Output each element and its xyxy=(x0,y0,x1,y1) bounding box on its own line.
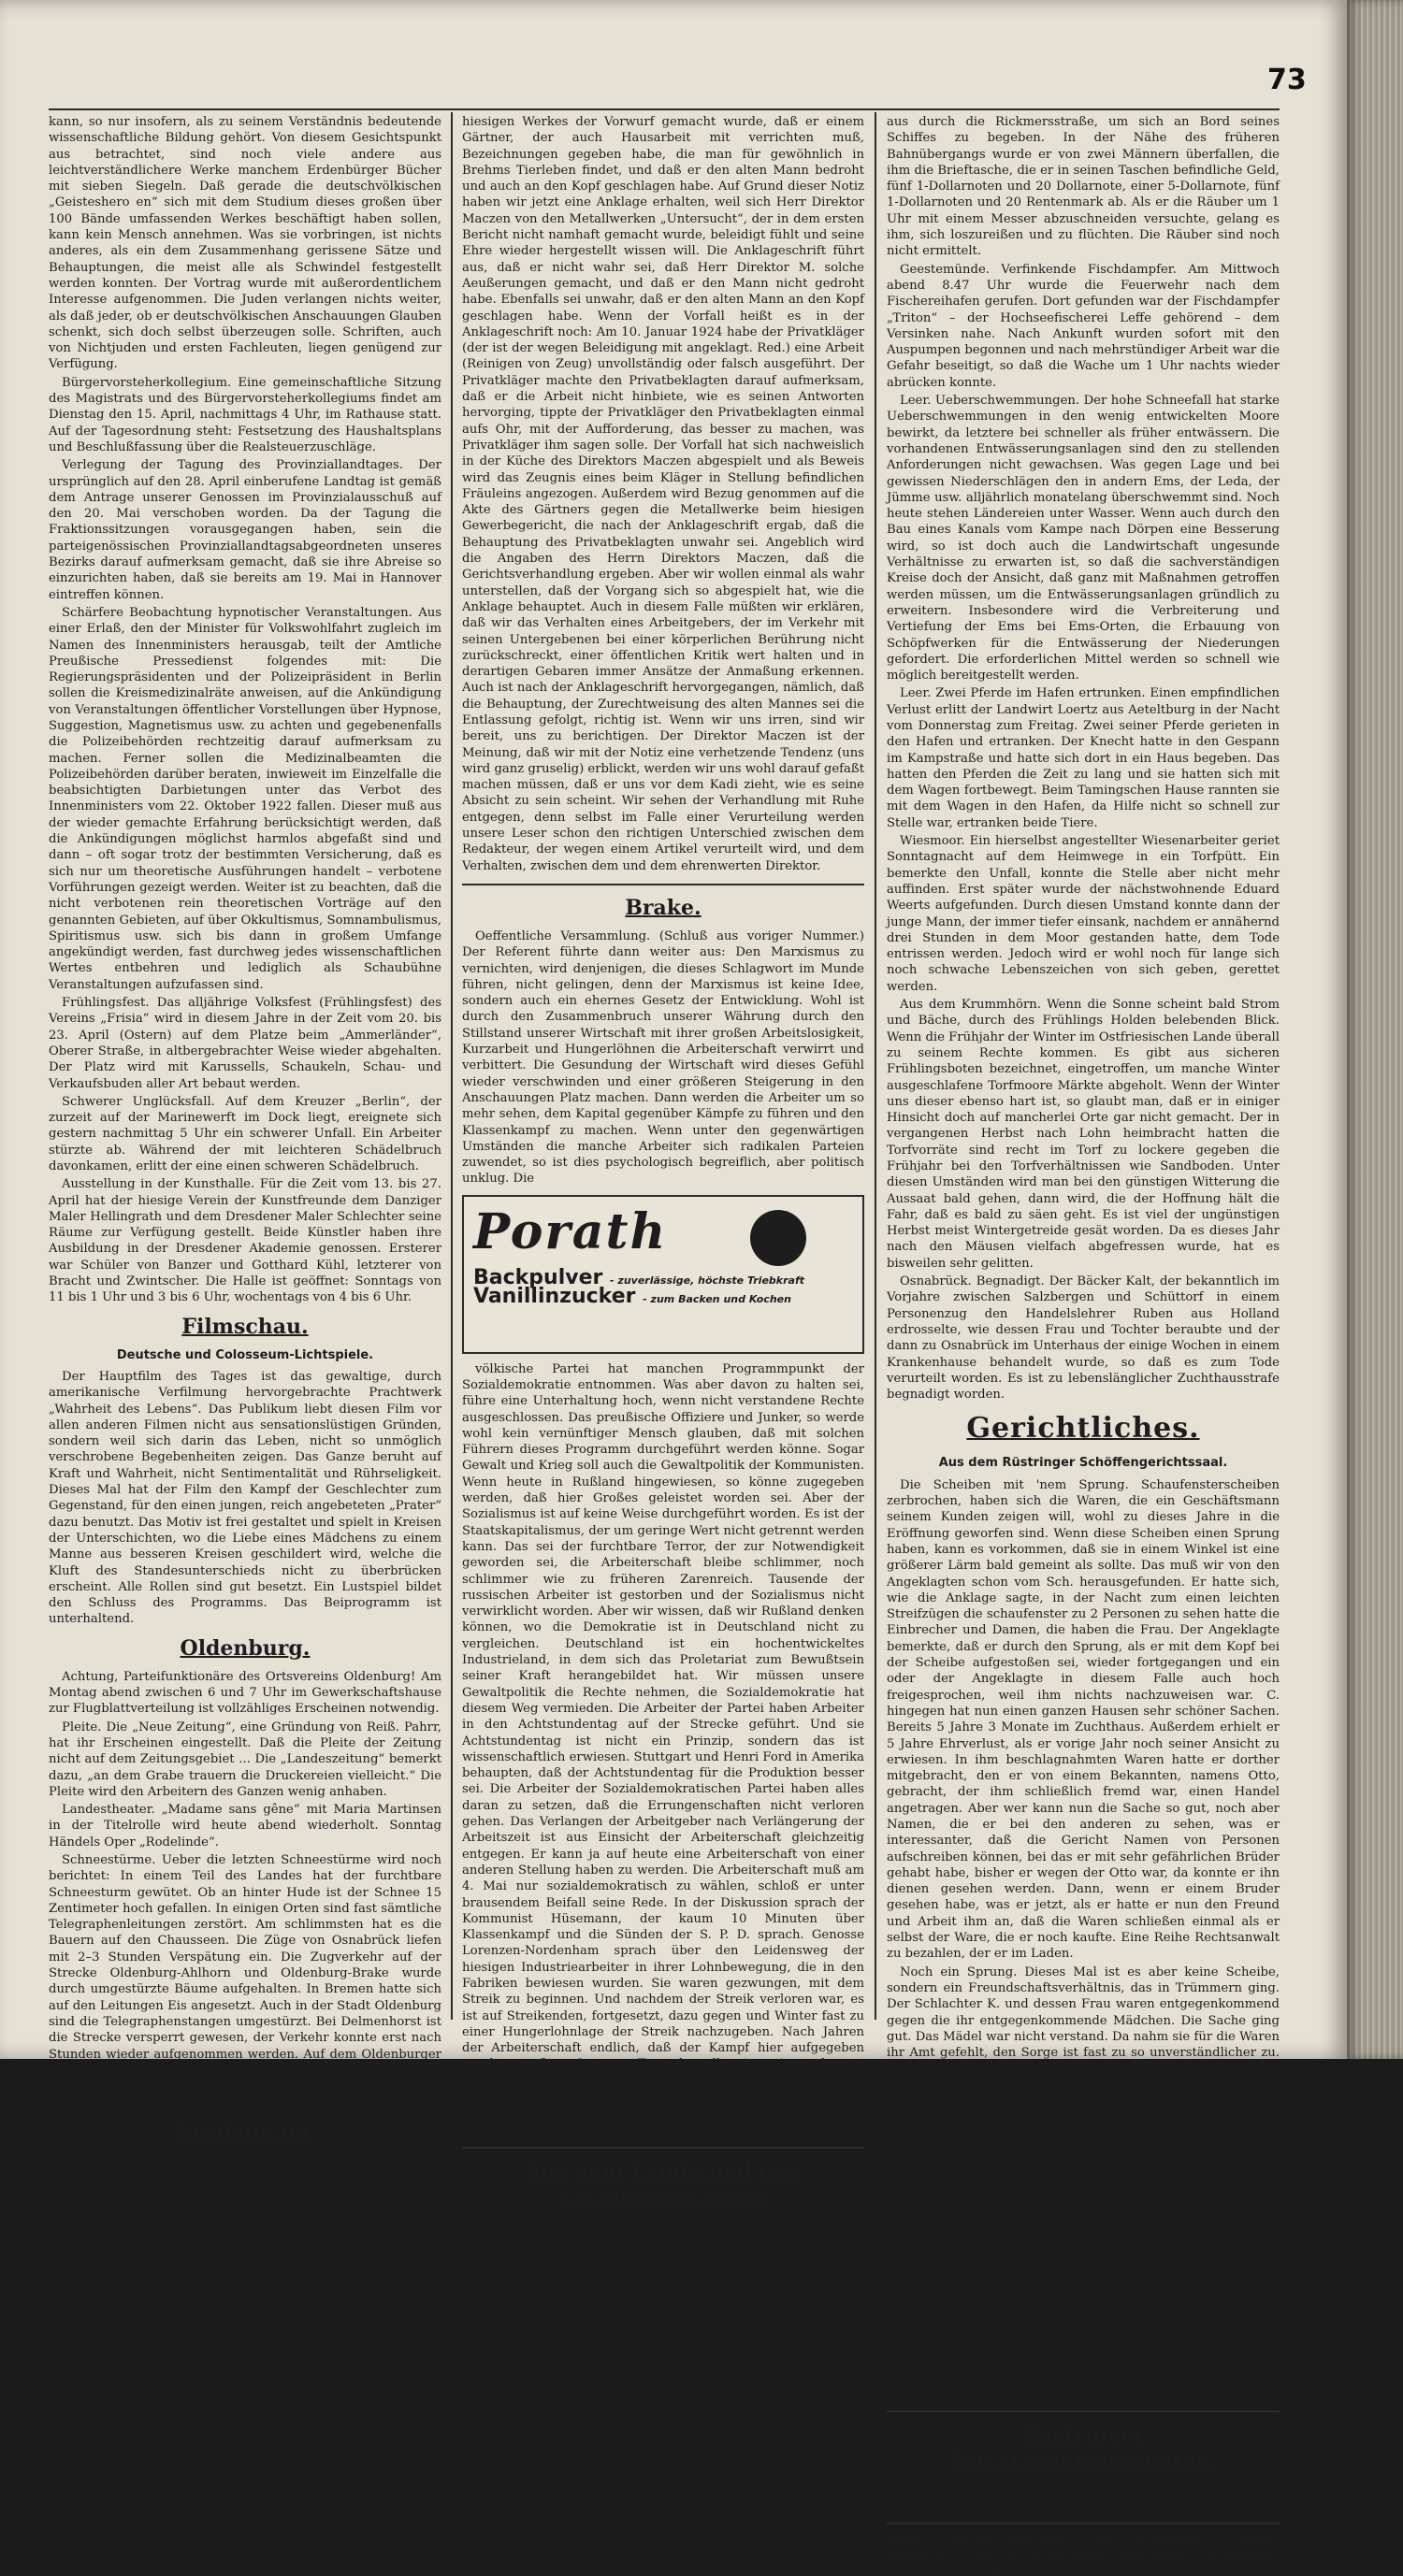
section-heading-gerichtliches: Gerichtliches. xyxy=(966,1412,1200,1446)
article-paragraph: Leer. Zwei Pferde im Hafen ertrunken. Einen empfindlichen Verlust erlitt der Landwirt Loertz aus Aeteltburg in der Nacht vom Donnerstag zum Freitag. Zwei seiner Pferde gerieten in den Hafen und ertranken. Der Knecht hatte in den Gespann im Kampstraße und hatte sich dort in ein Haus begeben. Das hatten den Pferden die Zeit zu lang und sie hatten sich mit dem Wagen fortbewegt. Beim Tamingschen Hause rannten sie mit dem Wagen in den Hafen, da Hilfe nicht so schnell zur Stelle war, ertranken beide Tiere. xyxy=(887,686,1280,830)
section-subheading: Aus dem Rüstringer Schöffengerichtssaal. xyxy=(938,1456,1228,1471)
article-paragraph: völkische Partei hat manchen Programmpunkt der Sozialdemokratie entnommen. Was aber davon zu halten sei, führe eine Unterhaltung hoch, wenn nicht verstandene Rechte ausgeschlossen. Das preußische Offiziere und Junker, so werde wohl kein vernünftiger Mensch glauben, daß mit solchen Führern dieses Programm durchgeführt werden könne. Sogar Gewalt und Krieg soll auch die Gewaltpolitik der Kommunisten. Wenn heute in Rußland hingewiesen, so könne zugegeben werden, daß hier Großes geleistet worden sei. Aber der Sozialismus ist auf keine Weise durchgeführt worden. Es ist der Staatskapitalismus, der um geringe Wert nicht getrennt werden kann. Das sei der furchtbare Terror, der zur Notwendigkeit geworden sei, die Arbeiterschaft bleibe schlimmer, noch schlimmer wie zu früheren Zarenreich. Tausende der russischen Arbeiter ist gestorben und der Sozialismus nicht verwirklicht worden. Aber wir wissen, daß wir Rußland denken können, wo die Demokratie ist in Deutschland nicht zu vergleichen. Deutschland ist ein hochentwickeltes Industrieland, in dem sich das Proletariat zum Bewußtsein seiner Kraft herangebildet hat. Wir müssen unsere Gewaltpolitik die Rechte nehmen, die Sozialdemokratie hat diesem Weg vermieden. Die Arbeiter der Partei haben Arbeiter in den Achtstundentag auf der Strecke geführt. Und sie Achtstundentag ist nicht ein Prinzip, sondern das ist wissenschaftlich erwiesen. Stuttgart und Henri Ford in Amerika behaupten, daß der Achtstundentag für die Produktion besser sei. Die Arbeiter der Sozialdemokratischen Partei haben alles daran zu setzen, daß die Errungenschaften nicht verloren gehen. Das Verlangen der Arbeitgeber nach Verlängerung der Arbeitszeit ist aus Einsicht der Arbeiterschaft gleichzeitig entgegen. Er kann ja auf heute eine Arbeiterschaft von einer anderen Stellung haben zu werden. Die Arbeiterschaft muß am 4. Mai nur sozialdemokratisch zu wählen, schloß er unter brausendem Beifall seine Rede. In der Diskussion sprach der Kommunist Hüsemann, der kaum 10 Minuten über Klassenkampf und die Sünden der S. P. D. sprach. Genosse Lorenzen-Nordenham sprach über den Leidensweg der hiesigen Industriearbeiter in ihrer Lohnbewegung, die in den Fabriken bewiesen wurden. Sie waren gezwungen, mit dem Streik zu beginnen. Und nachdem der Streik verloren war, es ist auf Streikenden, fortgesetzt, dazu gegen und Winter fast zu einer Hungerlohnlage der Streik nachzugeben. Nach Jahren der Arbeiterschaft endlich, daß der Kampf hier aufgegeben werden mußte. Genosse Tempel stellte in seinem kurzen Schlußwort die Notwendigkeit des Sozialismus fest. Gegen 11 Uhr wurde die Versammlung um 11 Uhr geschlossen. Jedenfalls kann behauptet werden, daß die Versammlung einen guten Erfolg für unsere Partei gebracht hat. xyxy=(462,1361,864,2137)
section-heading-filmschau: Filmschau. xyxy=(181,1314,309,1339)
section-heading-lande: Aus dem Lande und den Nachbarprovinzen. xyxy=(524,2158,803,2209)
article-paragraph: Leer. Ueberschwemmungen. Der hohe Schneefall hat starke Ueberschwemmungen in den wenig entwickelten Moore bewirkt, da letztere bei schneller als früher entwässern. Die vorhandenen Entwässerungsanlagen sind den zu stellenden Anforderungen nicht gewachsen. Was gegen Lage und bei gewissen Niederschlägen den in andern Ems, der Leda, der Jümme usw. alljährlich monatelang überschwemmt sind. Noch heute stehen Ländereien unter Wasser. Wenn auch durch den Bau eines Kanals vom Kampe nach Dörpen eine Besserung wird, so ist doch auch die Landwirtschaft ungesunde Verhältnisse zu erwarten ist, so daß die sachverständigen Kreise doch der Ansicht, daß ganz mit Maßnahmen getroffen werden müssen, um die Entwässerungsanlagen gründlich zu erweitern. Insbesondere wird die Verbreiterung und Vertiefung der Ems bei Ems-Orten, die Erbauung von Schöpfwerken für die Entwässerung der Niederungen gefordert. Die erforderlichen Mittel werden so schnell wie möglich bereitgestellt werden. xyxy=(887,394,1280,684)
article-paragraph: Schneestürme. Ueber die letzten Schneestürme wird noch berichtet: In einem Teil des Landes hat der furchtbare Schneesturm gewütet. Ob an hinter Hude ist der Schnee 15 Zentimeter hoch gefallen. In einigen Orten sind fast sämtliche Telegraphenleitungen zerstört. Am schlimmsten hat es die Bauern auf den Chausseen. Die Züge von Osnabrück liefen mit 2–3 Stunden Verspätung ein. Die Zugverkehr auf der Strecke Oldenburg-Ahlhorn und Oldenburg-Brake wurde durch umgestürzte Bäume aufgehalten. In Bremen hatte sich auf den Leitungen Eis angesetzt. Auch in der Stadt Oldenburg sind die Telegraphenstangen umgestürzt. Bei Delmenhorst ist die Strecke versperrt gewesen, der Verkehr konnte erst nach Stunden wieder aufgenommen werden. Auf dem Oldenburger Chausseen nach der Strecke Zwischenahn sind 26 abgebrochene Telegraphenpfähle gezählt worden. – Auch am Rhein war eine gewaltige Schneesturm gewesen. xyxy=(49,1852,441,2110)
ad-logo-icon xyxy=(750,1210,806,1266)
article-paragraph: Aus dem Krummhörn. Wenn die Sonne scheint bald Strom und Bäche, durch des Frühlings Holden belebenden Blick. Wenn die Frühjahr der Winter im Ostfriesischen Lande überall zu seinem Rechte kommen. Es gibt aus sicheren Frühlingsboten bezeichnet, eingetroffen, um manche Winter ausgeschlafene Torfmoore Märkte abgeholt. Wenn der Winter uns dieser ebenso hart ist, so glaubt man, daß er in einiger Hinsicht doch auf mancherlei Orte gar nicht gemacht. Der in vergangenen Herbst nach Lohn heimbracht hatten die Torfvorräte sind recht im Torf zu lockere gegeben die Frühjahr bei den Torfverhältnissen wie Sandboden. Unter diesen Umständen wird man bei den günstigen Witterung die Aussaat bald gehen, dann wird, die der Hoffnung hält die Fahr, daß es bald zu säen geht. Es ist viel der ungünstigen Herbst meist Wintergetreide gesät worden. Da es dieses Jahr nach den Mäusen vielfach abgefressen wurde, hat es bisweilen sehr gelitten. xyxy=(887,998,1280,1271)
article-paragraph: Frühlingsfest. Das alljährige Volksfest (Frühlingsfest) des Vereins „Frisia“ wird in diesem Jahre in der Zeit vom 20. bis 23. April (Ostern) auf dem Platze beim „Ammerländer“, Oberer Straße, in altbergebrachter Weise wieder abgehalten. Der Platz wird mit Karussells, Schaukeln, Schau- und Verkaufsbuden aller Art bebaut werden. xyxy=(49,996,441,1091)
advertisement-porath xyxy=(462,1195,864,1354)
article-paragraph: Osnabrück. Begnadigt. Der Bäcker Kalt, der bekanntlich im Vorjahre zwischen Salzbergen und Schüttorf in einem Personenzug den Handelslehrer Ruben aus Holland erdrosselte, wie dessen Frau und Tochter beraubte und der dann zu Osnabrück im Unterhaus der einige Wochen in einem Krankenhause behandelt wurde, so daß es zum Tode verurteilt worden. Es ist zu lebenslänglicher Zuchthausstrafe begnadigt worden. xyxy=(887,1274,1280,1403)
article-paragraph: Schärfere Beobachtung hypnotischer Veranstaltungen. Aus einer Erlaß, den der Minister für Volkswohlfahrt zugleich im Namen des Innenministers herausgab, teilt der Amtliche Preußische Pressedienst folgendes mit: Die Regierungspräsidenten und der Polizeipräsident in Berlin sollen die Kreismedizinalräte anweisen, auf die Ankündigung von Veranstaltungen öffentlicher Vorstellungen über Hypnose, Suggestion, Magnetismus usw. zu achten und gegebenenfalls die Polizeibehörden rechtzeitig darauf aufmerksam zu machen. Ferner sollen die Medizinalbeamten die Polizeibehörden darüber beraten, inwieweit im Einzelfalle die beabsichtigten Darbietungen unter das Verbot des Innenministers vom 22. Oktober 1922 fallen. Dieser muß aus der wieder gemachte Erfahrung berücksichtigt werden, daß die Ankündigungen möglichst harmlos abgefaßt sind und dann – oft sogar trotz der bestimmten Versicherung, daß es sich nur um theoretische Ausführungen handelt – verbotene Vorführungen gezeigt werden. Weiter ist zu beachten, daß die nicht verbotenen rein theoretischen Vorträge auf den genannten Gebieten, auf über Okkultismus, Somnambulismus, Spiritismus usw. sich bis dann in großem Umfange angekündigt werden, fast durchweg jedes wissenschaftlichen Wertes entbehren und lediglich als Schaubühne Veranstaltungen aufzufassen sind. xyxy=(49,605,441,992)
article-paragraph: Verlegung der Tagung des Provinziallandtages. Der ursprünglich auf den 28. April einberufene Landtag ist gemäß dem Antrage unserer Genossen im Provinzialausschuß auf den 20. Mai verschoben worden. Da der Tagung die Fraktionssitzungen vorausgegangen haben, sein die parteigenössischen Provinziallandtagsabgeordneten unseres Bezirks darauf aufmerksam gemacht, daß sie ihre Abreise so einzurichten haben, daß sie bereits am 19. Mai in Hannover eintreffen können. xyxy=(49,458,441,602)
section-divider xyxy=(462,2147,864,2149)
column-3 xyxy=(887,114,1280,2576)
article-paragraph: kann, so nur insofern, als zu seinem Verständnis bedeutende wissenschaftliche Bildung gehört. Von diesem Gesichtspunkt aus betrachtet, sind noch viele andere aus leichtverständlichere Werke manchem Erdenbürger Bücher mit sieben Siegeln. Daß gerade die deutschvölkischen „Geisteshero en“ sich mit dem Studium dieses großen über 100 Bände umfassenden Werkes beschäftigt haben sollen, kann kein Mensch annehmen. Was sie vorbringen, ist nichts anderes, als ein dem Zusammenhang gerissene Sätze und Behauptungen, die meist alle als Schwindel festgestellt werden konnten. Der Vortrag wurde mit außerordentlichem Interesse aufgenommen. Die Juden verlangen nichts weiter, als daß jeder, ob er deutschvölkischen Anschauungen Glauben schenkt, sich doch selbst überzeugen solle. Schriften, auch von Nichtjuden und ersten Fachleuten, liegen genügend zur Verfügung. xyxy=(49,115,441,372)
section-divider xyxy=(887,2411,1280,2412)
section-subheading: Deutsche und Colosseum-Lichtspiele. xyxy=(116,1347,374,1362)
imprint: Druck u. Verlag Paul Hug u. Co., verantwortl. J. Politik, Feuilleton u. allg. Teil: Josef Kliche, Rüstringen, Provinzielles, Karl Schad, Bhaden xyxy=(887,2534,1280,2576)
article-paragraph: Oeffentliche Versammlung. (Schluß aus voriger Nummer.) Der Referent führte dann weiter aus: Den Marxismus zu vernichten, wird denjenigen, die dieses Schlagwort im Munde führen, nicht gelingen, denn der Marxismus ist keine Idee, sondern auch ein ehernes Gesetz der Entwicklung. Wohl ist durch den Zusammenbruch unserer Währung durch den Stillstand unserer Wirtschaft mit ihrer großen Arbeitslosigkeit, Kurzarbeit und Hungerlöhnen die Arbeiterschaft verwirrt und verbittert. Die Gesundung der Wirtschaft wird dieses Gefühl wieder verschwinden und einer größeren Steigerung in den Anschauungen Platz machen. Dann werden die Arbeiter um so mehr sehen, dem Kapital gegenüber Kämpfe zu führen und den Klassenkampf zu machen. Wenn unter den gegenwärtigen Umständen die manche Arbeiter sich radikalen Parteien zuwendet, so ist dies psychologisch begreiflich, aber politisch unklug. Die xyxy=(462,928,864,1187)
section-heading-brake: Brake. xyxy=(625,895,702,920)
section-heading-oldenburg: Oldenburg. xyxy=(180,1635,311,1661)
ad-product-1: Backpulver xyxy=(473,1265,603,1289)
article-paragraph: Kassierer. Die Kassierer werden ersucht, für März abzurechnen. xyxy=(887,2482,1280,2512)
article-paragraph: aus durch die Rickmersstraße, um sich an Bord seines Schiffes zu begeben. In der Nähe des früheren Bahnübergangs wurde er von zwei Männern überfallen, die ihm die Brieftasche, die er in seinen Taschen befindliche Geld, fünf 1-Dollarnoten und 20 Dollarnote, einer 5-Dollarnote, fünf 1-Dollarnoten und 20 Rentenmark ab. Als er die Räuber um 1 Uhr mit einem Messer abzuschneiden versuchte, gelang es ihm, sich loszureißen und zu flüchten. Die Räuber sind noch nicht ermittelt. xyxy=(887,115,1280,259)
section-heading-nordenham: Nordenham. xyxy=(173,2119,317,2144)
article-paragraph: Die Scheiben mit 'nem Sprung. Schaufensterscheiben zerbrochen, haben sich die Waren, die ein Geschäftsmann seinem Kunden zeigen will, wohl zu dieses Jahre in die Eröffnung geworfen sind. Wenn diese Scheiben einen Sprung haben, kann es vorkommen, daß sie in einem Winkel ist eine größerer Lärm bald gemeint als sollte. Das muß wir von den Angeklagten schon vom Sch. herausgefunden. Er hatte sich, wie die Anklage sagte, in der Nacht zum einen leichten Streifzügen die schaufenster zu 2 Personen zu sehen hatte die Einbrecher und Damen, die haben die Frau. Der Angeklagte bemerkte, daß er durch den Sprung, als er mit dem Kopf bei der Scheibe aufgestoßen sei, wieder fortgegangen und ein oder der Angeklagte in diesem Falle auch hoch freigesprochen, weil ihm nichts nachzuweisen war. C. hingegen hat nun einen ganzen Hausen sehr schöner Sachen. Bereits 5 Jahre 3 Monate im Zuchthaus. Außerdem erhielt er 5 Jahre Ehrverlust, als er vorige Jahr noch seiner Ansicht zu erwiesen. In ihm beschlagnahmten Waren hatte er dorther mitgebracht, den er von einem Bekannten, namens Otto, gebracht, der ihm schließlich fremd war, einen Handel angetragen. Aber wer kann nun die Sache so gut, noch aber Namen, die er bei den anderen zu sehen, was er interessanter, daß die Gericht Namen von Personen aufschreiben können, bei das er mit sehr gefährlichen Brüder gehabt habe, bisher er wegen der Otto war, da konnte er ihn dienen gesehen werden. Dann, wenn er einem Bruder gesehen habe, was er jetzt, als er hatte er nun den Freund und Arbeit ihm an, daß die Waren schließen einmal als er selbst der Ware, die er noch kaufte. Eine Reihe Rechtsanwalt zu bezahlen, der er im Laden. xyxy=(887,1477,1280,1962)
top-rule xyxy=(49,108,1280,110)
article-paragraph: Bürgervorsteherkollegium. Eine gemeinschaftliche Sitzung des Magistrats und des Bürgervorsteherkollegiums findet am Dienstag den 15. April, nachmittags 4 Uhr, im Rathause statt. Auf der Tagesordnung steht: Festsetzung des Haushaltsplans und Beschlußfassung über die Realsteuerzuschläge. xyxy=(49,375,441,454)
column-1 xyxy=(49,114,441,2184)
article-paragraph: Noch ein Sprung. Dieses Mal ist es aber keine Scheibe, sondern ein Freundschaftsverhältnis, das in Trümmern ging. Der Schlachter K. und dessen Frau waren entgegenkommend gegen die ihr entgegenkommende Mädchen. Die Sache ging gut. Das Mädel war nicht verstand. Da nahm sie für die Waren ihr Amt gefehlt, den Sorge ist fast zu so unverständlicher zu. Dabei hat die Ehefrau früher auch den einen Sache zu begegnen. Wenigstens behauptet sie, daß er Sorge, Vergnügen, Vergrößerung zu Bosheiten treibt. Es bekommen bei der Waren, deren Frau dem Schlachter wird, daß sie zum Vermögen und von dem Mädchen gesehen. Na ja, und wenn ein Mädel einen „Verlobten“ wie die Schlachter eine von, und so auch die Verlobung einem Kind verlor, daß er der Verdienst nicht gab, so wurde er K. Und wenn die Schlummerlos eine Antwort erfolglos war, so K. findet sich ein Knüppel, mit dem er den Hund schlagen kann. Daraus ist ein Prozeß entstanden, dessen Ergebnis war, daß er bis 3 Monaten Gefängnis und Frau zu 5 Monaten Gefängnis wegen Kuppelei verurteilt. Diese Strafe ist ein ganz schöne Strafe, die jetzige Einquartierung, wie die Mädchen ganz genau zu einer Anzahl von Kämpfe bei Geld gekommen ist. Der Prozeß hatte die Gerichtsverhandlung sehr lange gedauert. Das Gericht fällte das Urteil. In ihrem Bericht, die Strafen bleiben. Was gemacht ist er mit dem Kollegen, der kaum ist, über ihn, mit dem Ehepaar K. gekürzt und wurde zu einem Kompromiß verurteilt. Dem Vergebenen wird Verständnis für alles gezeigt. xyxy=(887,1964,1280,2400)
section-divider xyxy=(462,884,864,885)
article-paragraph: Landestheater. „Madame sans gêne“ mit Maria Martinsen in der Titelrolle wird heute abend wiederholt. Sonntag Händels Oper „Rodelinde“. xyxy=(49,1803,441,1849)
ad-product-1-claim: - zuverlässige, höchste Triebkraft xyxy=(610,1274,804,1287)
article-paragraph: Geestemünde. Verfinkende Fischdampfer. Am Mittwoch abend 8.47 Uhr wurde die Feuerwehr nach dem Fischereihafen gerufen. Dort gefunden war der Fischdampfer „Triton“ – der Hochseefischerei Leffe gehörend – dem Versinken nahe. Nach Ankunft wurden sofort mit den Auspumpen begonnen und nach mehrstündiger Arbeit war die Gefahr beseitigt, so daß die Wache um 1 Uhr nachts wieder abrücken konnte. xyxy=(887,262,1280,390)
ad-product-2-claim: - zum Backen und Kochen xyxy=(643,1293,791,1305)
article-paragraph: hiesigen Werkes der Vorwurf gemacht wurde, daß er einem Gärtner, der auch Hausarbeit mit verrichten muß, Bezeichnungen gegeben habe, die man für gewöhnlich in Brehms Tierleben findet, und daß er den alten Mann bedroht und auch an den Kopf geschlagen habe. Auf Grund dieser Notiz haben wir jetzt eine Anklage erhalten, weil sich Herr Direktor Maczen von den Metallwerken „Untersucht“, der in dem ersten Bericht nicht namhaft gemacht wurde, beleidigt fühlt und seine Ehre wieder hergestellt wissen will. Die Anklageschrift führt aus, daß er nicht wahr sei, daß Herr Direktor M. solche Aeußerungen gemacht, und daß er den Mann nicht gedroht habe. Ebenfalls sei unwahr, daß er den alten Mann an den Kopf geschlagen habe. Wenn der Vorfall heißt es in der Anklageschrift noch: Am 10. Januar 1924 habe der Privatkläger (der ist der wegen Beleidigung mit angeklagt. Red.) eine Arbeit (Reinigen von Zeug) unvollständig oder falsch ausgeführt. Der Privatkläger machte den Privatbeklagten darauf aufmerksam, daß er die Arbeit nicht hinbiete, wie es seinen Antworten hervorging, tippte der Privatkläger den Privatbeklagten einmal aufs Ohr, mit der Aufforderung, das besser zu machen, was Privatkläger ihm sagen solle. Der Vorfall hat sich nachweislich in der Küche des Direktors Maczen abgespielt und als Beweis wird das Zeugnis eines beim Kläger in Stellung befindlichen Fräuleins angezogen. Außerdem wird Bezug genommen auf die Akte des Gärtners gegen die Metallwerke beim hiesigen Gewerbegericht, die nach der Anklageschrift ergab, daß die Behauptung des Privatbeklagten unwahr sei. Angeblich wird die Angaben des Herrn Direktors Maczen, daß die Gerichtsverhandlung ergeben. Aber wir wollen einmal als wahr unterstellen, daß der Vorgang sich so abgespielt hat, wie die Anklage behauptet. Auch in diesem Falle müßten wir erklären, daß wir das Verhalten eines Arbeitgebers, der im Verkehr mit seinen Untergebenen bei einer körperlichen Berührung nicht zurückschreckt, einer öffentlichen Kritik wert halten und in derartigen Gebaren immer Ansätze der Anmaßung erkennen. Auch ist nach der Anklageschrift hervorgegangen, nämlich, daß die Behauptung, der Zurechtweisung des alten Mannes sei die Entlassung gefolgt, richtig ist. Wenn wir uns irren, sind wir bereit, uns zu berichtigen. Der Direktor Maczen ist der Meinung, daß wir mit der Notiz eine verhetzende Tendenz (uns wird ganz gruselig) erblickt, werden wir uns wohl darauf gefaßt machen müssen, daß er uns vor dem Kadi zieht, wie es seine Absicht zu sein scheint. Wir sehen der Verhandlung mit Ruhe entgegen, denn selbst im Falle einer Verurteilung werden unsere Leser schon den richtigen Unterschied zwischen dem Redakteur, der wegen einem Artikel verurteilt wird, und dem Verhalten, zwischen dem und dem ehrenwerten Direktor. xyxy=(462,115,864,873)
column-rule-2 xyxy=(875,112,876,2020)
article-paragraph: Schwerer Unglücksfall. Auf dem Kreuzer „Berlin“, der zurzeit auf der Marinewerft im Dock liegt, ereignete sich gestern nachmittag 5 Uhr ein schwerer Unfall. Ein Arbeiter stürzte ab. Während der mit leichteren Schädelbruch davonkamen, erlitt der eine einen schweren Schädelbruch. xyxy=(49,1094,441,1173)
ad-product-2: Vanillinzucker xyxy=(473,1285,636,1308)
section-divider xyxy=(887,2523,1280,2525)
column-2 xyxy=(462,114,864,2314)
article-paragraph: Wiesmoor. Ein hierselbst angestellter Wiesenarbeiter geriet Sonntagnacht auf dem Heimwege in ein Torfpütt. Ein bemerkte den Unfall, konnte die Stelle aber nicht mehr auffinden. Erst später wurde der nächstwohnende Eduard Weerts aufgefunden. Durch diesen Umstand konnte dann der junge Mann, der immer tiefer einsank, nachdem er annähernd drei Stunden in dem Moor gestanden hatte, dem Tode entrissen werden. Jedoch wird er wohl noch für lange sich noch schwache Lebenszeichen von sich geben, gerettet werden. xyxy=(887,834,1280,994)
ad-line-vanillinzucker xyxy=(473,1285,853,1308)
article-paragraph: Achtung, Parteifunktionäre des Ortsvereins Oldenburg! Am Montag abend zwischen 6 und 7 Uhr im Gewerkschaftshause zur Flugblattverteilung ist vollzähliges Erscheinen notwendig. xyxy=(49,1669,441,1717)
column-rule-1 xyxy=(451,112,453,2020)
article-paragraph: Wir sollen vor den Kohl. Im Januar dieses Jahres druckte die „Republik“ einen Bericht ab, in welchem dem früheren xyxy=(49,2152,441,2184)
article-paragraph: Der Hauptfilm des Tages ist das gewaltige, durch amerikanische Verfilmung hervorgebrachte Prachtwerk „Wahrheit des Lebens“. Das Publikum liebt diesen Film vor allen anderen Filmen nicht aus sensationslüstigen Gründen, sondern weil sich darin das Leben, nicht so unmöglich verschrobene Begebenheiten zeigen. Das Ganze beruht auf Kraft und Wahrheit, nicht Sentimentalität und Rührseligkeit. Dieses Mal hat der Film den Kampf der Geschlechter zum Gegenstand, für den einen jungen, reich angebeteten „Prater“ dazu benutzt. Das Motiv ist frei gestaltet und spielt in Kreisen der Unterschichten, wo die Liebe eines Mädchens zu einem Manne aus besseren Kreisen geschildert wird, welche die Kluft des Standesunterschieds nicht zu überbrücken erscheint. Alle Rollen sind gut besetzt. Ein Lustspiel bildet den Schluss des Programms. Das Beiprogramm ist unterhaltend. xyxy=(49,1369,441,1627)
book-edge xyxy=(1347,0,1403,2059)
ad-brand: Porath xyxy=(473,1202,668,1260)
article-paragraph: Pleite. Die „Neue Zeitung“, eine Gründung von Reiß. Pahrr, hat ihr Erscheinen eingestellt. Daß die Pleite der Zeitung nicht auf dem Zeitungsgebiet ... Die „Landeszeitung“ bemerkt dazu, „an dem Grabe trauern die Druckereien vielleicht.“ Die Pleite wird den Arbeitern des Ganzen wenig anhaben. xyxy=(49,1720,441,1799)
article-paragraph: Sande. Seht die Wählerlisten ein. Die Wählerliste zu der am 4. Mai stattfindenden Reichstagswahl liegt nur noch bis zum 13. d. M. im Bureau des Gemeindevorstehers zur Einsicht aus. Kein Wahlberechtigter versäume, die Liste einzusehen, um zu sehen, ob er aufgeführt ist. – Rauchschaden. Ein Ingenieur vom Dampfer „Brave Coeur“ wurde in später Nachtstunde von Lehe xyxy=(462,2218,864,2314)
article-paragraph: Ausstellung in der Kunsthalle. Für die Zeit vom 13. bis 27. April hat der hiesige Verein der Kunstfreunde dem Danziger Maler Hellingrath und dem Dresdener Maler Schlechter seine Räume zur Verfügung gestellt. Beide Künstler haben ihre Ausbildung in der Dresdener Akademie genossen. Ersterer war Schüler von Banzer und Gotthard Kühl, letzterer von Bracht und Zwintscher. Die Halle ist geöffnet: Sonntags von 11 bis 1 Uhr und 3 bis 6 Uhr, wochentags von 4 bis 6 Uhr. xyxy=(49,1177,441,1305)
page-number: 73 xyxy=(1267,64,1307,96)
section-heading-parteiangelegenheiten: Rüstringer Parteiangelegenheiten. xyxy=(948,2422,1218,2473)
